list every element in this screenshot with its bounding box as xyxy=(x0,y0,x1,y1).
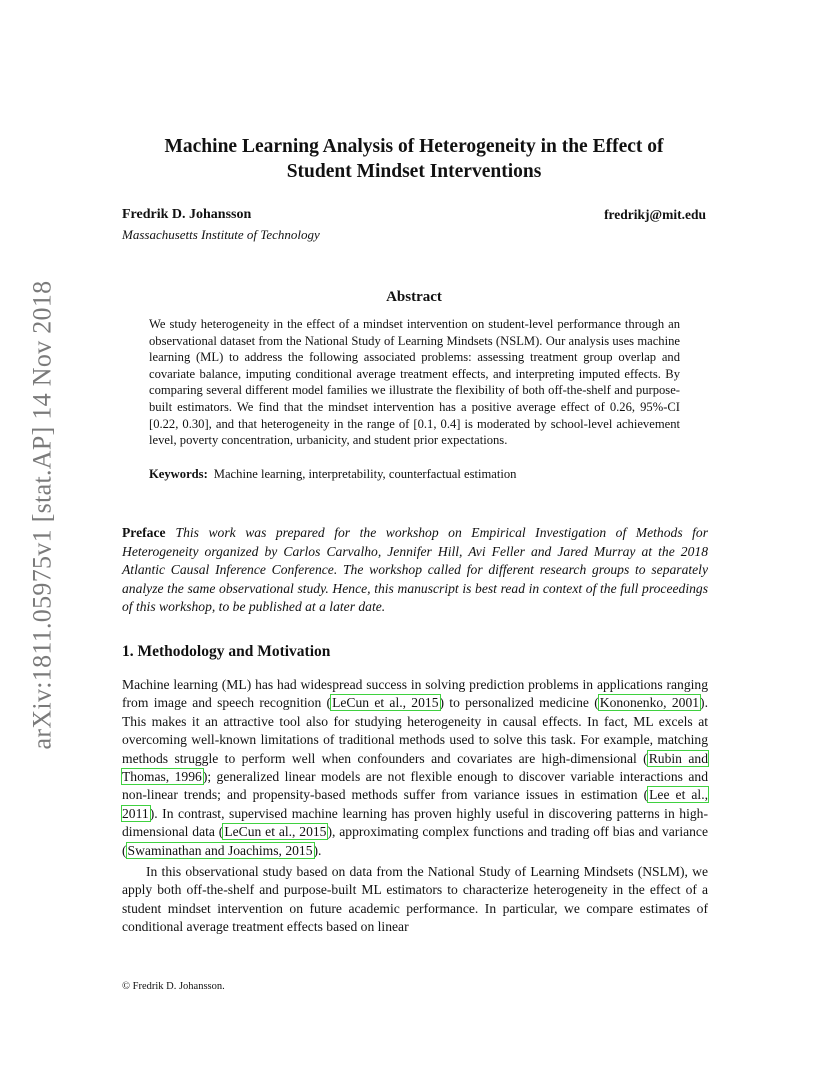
preface-heading: Preface xyxy=(122,525,166,540)
preface-text: This work was prepared for the workshop on Empirical Investigation of Methods for Heterogeneity organized by Carlos Carvalho, Jennifer Hill, Avi Feller and Jared Murray at the 2018 Atlantic Causal Inference Conference. The workshop called for different research groups to separately analyze the same observational study. Hence, this manuscript is best read in context of the full proceedings of this workshop, to be published at a later date. xyxy=(122,525,708,614)
author-email[interactable]: fredrikj@mit.edu xyxy=(604,207,706,222)
author-affiliation: Massachusetts Institute of Technology xyxy=(122,227,320,242)
copyright-footnote: © Fredrik D. Johansson. xyxy=(122,981,225,992)
citation-link[interactable]: Lee et al., 2011 xyxy=(122,787,708,821)
citation-link[interactable]: Kononenko, 2001 xyxy=(599,695,700,711)
section-heading: 1. Methodology and Motivation xyxy=(122,643,331,660)
keywords-label: Keywords: xyxy=(149,467,208,481)
arxiv-identifier-stamp: arXiv:1811.05975v1 [stat.AP] 14 Nov 2018 xyxy=(27,280,56,750)
preface xyxy=(122,524,708,617)
title-line-1: Machine Learning Analysis of Heterogeneity in the Effect of xyxy=(164,136,664,157)
keywords xyxy=(149,467,689,482)
paper-title xyxy=(100,134,728,184)
paragraph-1: Machine learning (ML) has had widespread success in solving prediction problems in applications ranging from image and speech recognition (LeCun et al., 2015) to personalized medicine (Kononenko, 2001). This makes it an attractive tool also for studying heterogeneity in causal effects. In fact, ML excels at overcoming well-known limitations of traditional methods used to solve this task. For example, matching methods struggle to perform well when confounders and covariates are high-dimensional (Rubin and Thomas, 1996); generalized linear models are not flexible enough to discover variable interactions and non-linear trends; and propensity-based methods suffer from variance issues in estimation (Lee et al., 2011). In contrast, supervised machine learning has proven highly useful in discovering patterns in high-dimensional data (LeCun et al., 2015), approximating complex functions and trading off bias and variance (Swaminathan and Joachims, 2015). xyxy=(122,677,708,858)
keywords-text: Machine learning, interpretability, counterfactual estimation xyxy=(213,467,517,481)
citation-link[interactable]: Swaminathan and Joachims, 2015 xyxy=(127,842,313,858)
abstract-heading: Abstract xyxy=(386,289,442,305)
section-body xyxy=(122,676,708,937)
citation-link[interactable]: LeCun et al., 2015 xyxy=(224,824,327,840)
citation-link[interactable]: LeCun et al., 2015 xyxy=(332,695,439,711)
author-name: Fredrik D. Johansson xyxy=(122,207,252,222)
abstract-text: We study heterogeneity in the effect of a mindset intervention on student-level performance through an observational dataset from the National Study of Learning Mindsets (NSLM). Our analysis uses machine learning (ML) to address the following associated problems: assessing treatment group overlap and covariate balance, imputing conditional average treatment effects, and interpreting imputed effects. By comparing several different model families we illustrate the flexibility of both off-the-shelf and purpose-built estimators. We find that the mindset intervention has a positive average effect of 0.26, 95%-CI [0.22, 0.30], and that heterogeneity in the range of [0.1, 0.4] is moderated by school-level achievement level, poverty concentration, urbanicity, and student prior expectations. xyxy=(149,317,680,448)
citation-link[interactable]: Rubin and Thomas, 1996 xyxy=(122,750,708,785)
title-line-2: Student Mindset Interventions xyxy=(286,161,542,182)
paragraph-2: In this observational study based on data from the National Study of Learning Mindsets (NSLM), we apply both off-the-shelf and purpose-built ML estimators to characterize heterogeneity in the effect of a student mindset intervention on future academic performance. In particular, we compare estimates of conditional average treatment effects based on linear xyxy=(122,864,708,935)
